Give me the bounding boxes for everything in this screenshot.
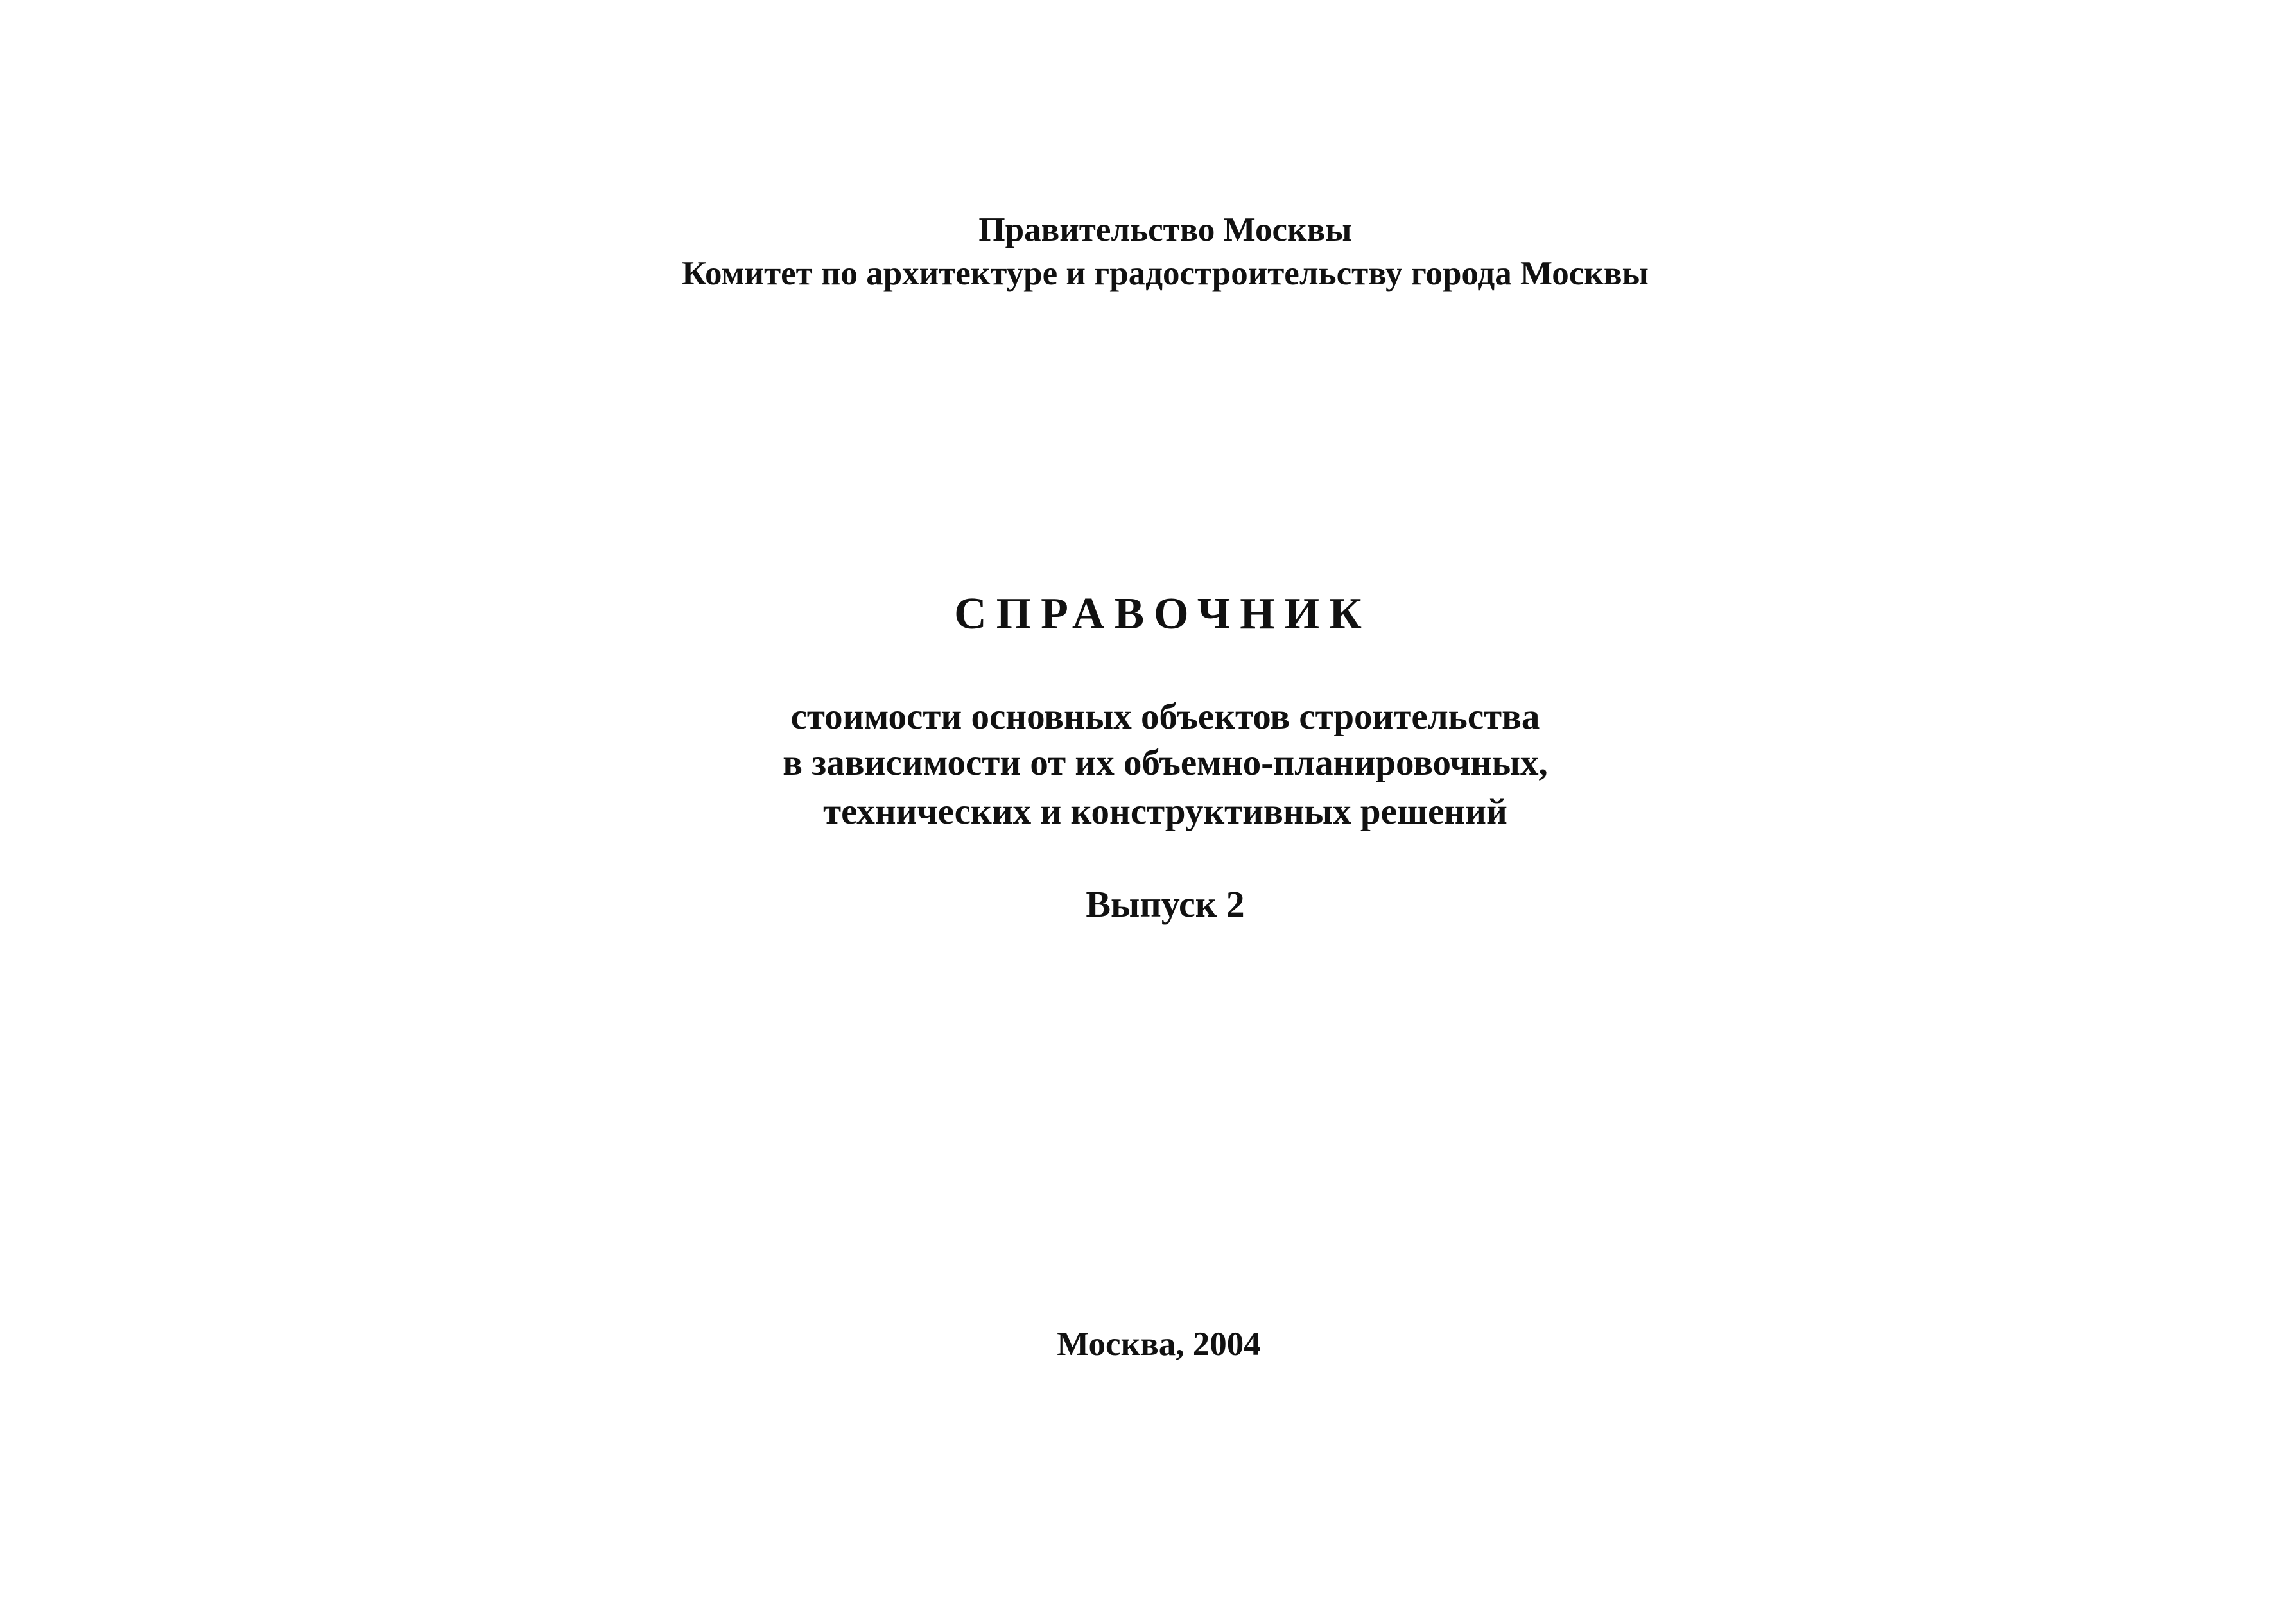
place-and-year: Москва, 2004 [1057, 1326, 1261, 1363]
issue-number: Выпуск 2 [1086, 883, 1245, 925]
committee-name: Комитет по архитектуре и градостроительству города Москвы [682, 255, 1649, 292]
subtitle-line-1: стоимости основных объектов строительства [790, 696, 1540, 737]
government-name: Правительство Москвы [978, 211, 1352, 248]
document-title: СПРАВОЧНИК [954, 589, 1371, 639]
subtitle-line-2: в зависимости от их объемно-планировочных, [783, 743, 1548, 783]
subtitle-line-3: технических и конструктивных решений [823, 791, 1507, 832]
